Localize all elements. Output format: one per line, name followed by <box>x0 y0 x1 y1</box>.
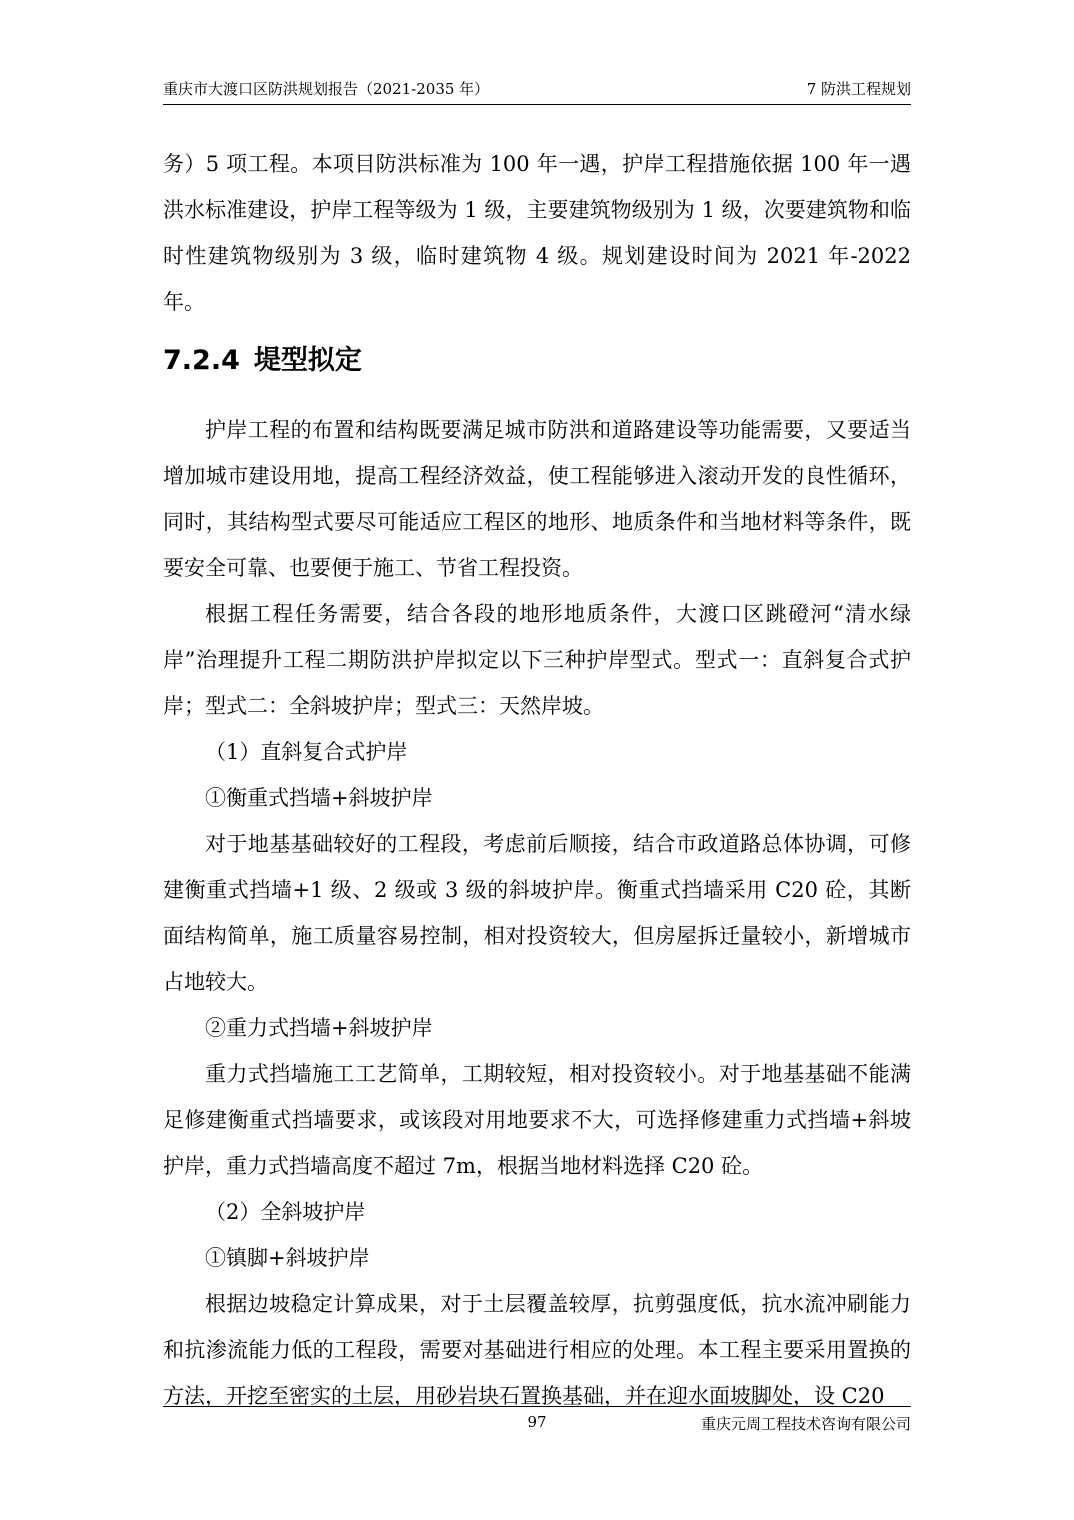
paragraph: 重力式挡墙施工工艺简单，工期较短，相对投资较小。对于地基基础不能满足修建衡重式挡墙要求，或该段对用地要求不大，可选择修建重力式挡墙+斜坡护岸，重力式挡墙高度不超过 7m，根据当地材料选择 C20 砼。 <box>163 1062 911 1178</box>
page-header <box>163 78 911 105</box>
subsection-title: （1）直斜复合式护岸 <box>205 740 408 764</box>
page-number: 97 <box>527 1413 547 1431</box>
paragraph-continuation: 务）5 项工程。本项目防洪标准为 100 年一遇，护岸工程措施依据 100 年一遇洪水标准建设，护岸工程等级为 1 级，主要建筑物级别为 1 级，次要建筑物和临时性建筑物级别为 3 级，临时建筑物 4 级。规划建设时间为 2021 年-2022 年。 <box>163 152 911 314</box>
item-title: ①镇脚+斜坡护岸 <box>205 1246 370 1270</box>
section-heading <box>163 343 911 379</box>
paragraph: 根据工程任务需要，结合各段的地形地质条件，大渡口区跳磴河“清水绿岸”治理提升工程二期防洪护岸拟定以下三种护岸型式。型式一：直斜复合式护岸；型式二：全斜坡护岸；型式三：天然岸坡。 <box>163 602 911 718</box>
section-number: 7.2.4 <box>163 345 240 376</box>
page-body <box>163 141 911 1419</box>
paragraph: 护岸工程的布置和结构既要满足城市防洪和道路建设等功能需要，又要适当增加城市建设用地，提高工程经济效益，使工程能够进入滚动开发的良性循环，同时，其结构型式要尽可能适应工程区的地形、地质条件和当地材料等条件，既要安全可靠、也要便于施工、节省工程投资。 <box>163 418 911 580</box>
item-title: ①衡重式挡墙+斜坡护岸 <box>205 786 433 810</box>
subsection-title: （2）全斜坡护岸 <box>205 1200 366 1224</box>
paragraph: 对于地基基础较好的工程段，考虑前后顺接，结合市政道路总体协调，可修建衡重式挡墙+1 级、2 级或 3 级的斜坡护岸。衡重式挡墙采用 C20 砼，其断面结构简单，施工质量容易控制，相对投资较大，但房屋拆迁量较小，新增城市占地较大。 <box>163 832 911 994</box>
chapter-title: 7 防洪工程规划 <box>806 80 911 98</box>
page-footer <box>163 1406 911 1437</box>
section-title: 堤型拟定 <box>253 345 362 376</box>
report-title: 重庆市大渡口区防洪规划报告（2021-2035 年） <box>163 80 490 98</box>
item-title: ②重力式挡墙+斜坡护岸 <box>205 1016 433 1040</box>
paragraph: 根据边坡稳定计算成果，对于土层覆盖较厚，抗剪强度低，抗水流冲刷能力和抗渗流能力低的工程段，需要对基础进行相应的处理。本工程主要采用置换的方法，开挖至密实的土层，用砂岩块石置换基础，并在迎水面坡脚处，设 C20 <box>163 1292 911 1408</box>
company-name: 重庆元周工程技术咨询有限公司 <box>700 1415 911 1433</box>
